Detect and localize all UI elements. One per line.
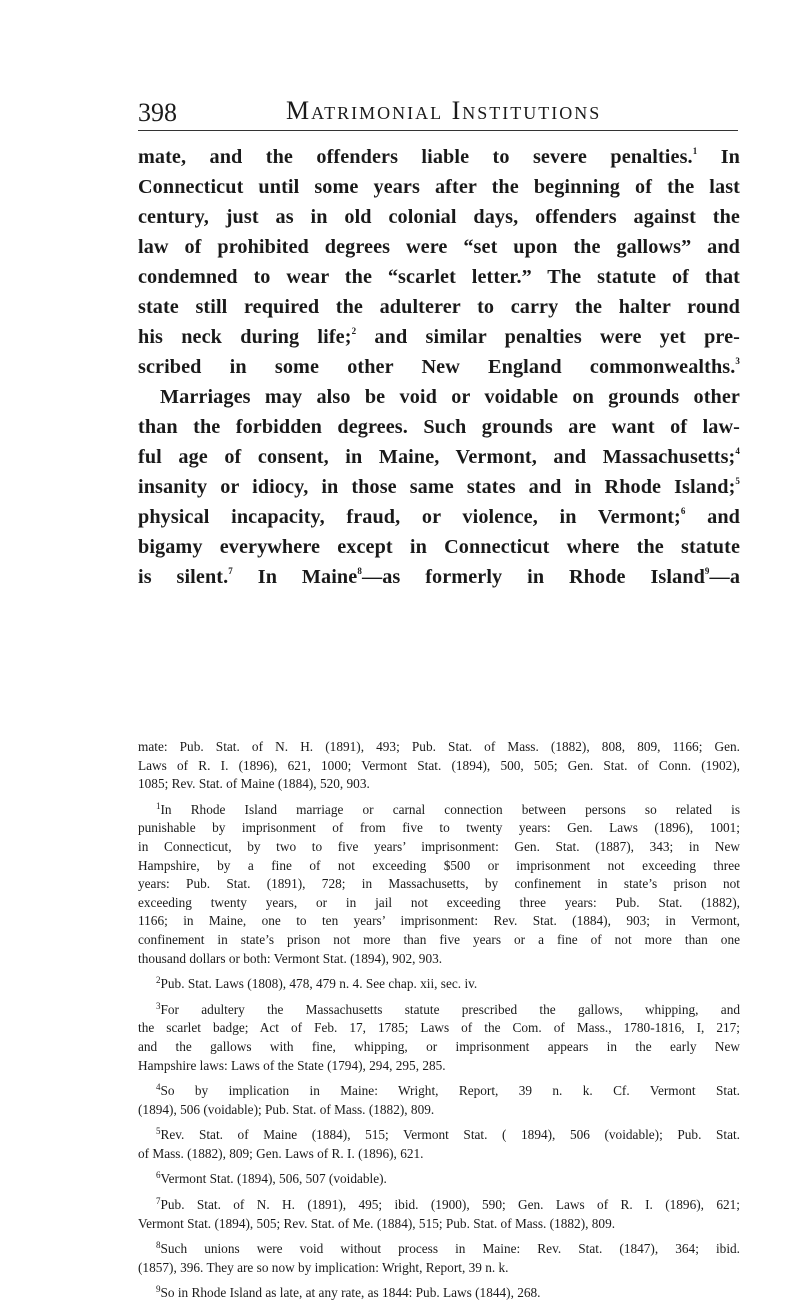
text-line: is silent.$^7$ In Maine$^8$—as formerly in Rhode Island$^9$—a: [138, 566, 741, 588]
footnote-ref: 1: [692, 146, 698, 156]
footnote-ref: 6: [680, 506, 686, 516]
main-text: [138, 142, 740, 592]
text-line: physical incapacity, fraud, or violence, in Vermont;$^6$ and: [138, 506, 740, 528]
running-title: Matrimonial Institutions: [286, 96, 602, 125]
footnote-5: $^5$Rev. Stat. of Maine (1884), 515; Vermont Stat. ( 1894), 506 (voidable); Pub. Stat. of Mass. (1882), 809; Gen. Laws of R. I. (1896), 621.: [138, 1126, 740, 1161]
footnote-ref: 5: [735, 476, 740, 486]
page-number: 398: [138, 98, 177, 127]
running-head: [138, 94, 738, 128]
footnote-9: $^9$So in Rhode Island as late, at any rate, as 1844: Pub. Laws (1844), 268.: [156, 1284, 541, 1301]
text-line: ful age of consent, in Maine, Vermont, and Massachusetts;$^4$: [138, 446, 740, 468]
text-line: bigamy everywhere except in Connecticut where the statute: [138, 536, 740, 558]
text-line: state still required the adulterer to carry the halter round: [138, 296, 740, 318]
text-line: condemned to wear the “scarlet letter.” The statute of that: [138, 266, 740, 288]
text-line: insanity or idiocy, in those same states and in Rhode Island;$^5$: [138, 476, 740, 498]
text-line: mate, and the offenders liable to severe penalties.$^1$ In: [138, 146, 740, 168]
footnote-1: $^1$In Rhode Island marriage or carnal connection between persons so related is punishable by imprisonment of from five to twenty years: Gen. Laws (1896), 1001; in Connecticut, by two to five years’ imprisonment: Gen. Stat. (1887), 343; in New Hampshire, by a fine of not exceeding $500 or imprisonment not exceeding three years: Pub. Stat. (1891), 728; in Massachusetts, by confinement in state’s prison not exceeding twenty years, or in jail not exceeding three years: Pub. Stat. (1882), 1166; in Maine, one to ten years’ imprisonment: Rev. Stat. (1884), 903; in Vermont, confinement in state’s prison not more than five years or a fine of not more than one thousand dollars or both: Vermont Stat. (1894), 902, 903.: [138, 800, 740, 966]
footnote-8: $^8$Such unions were void without process in Maine: Rev. Stat. (1847), 364; ibid. (1857), 396. They are so now by implication: Wright, Report, 39 n. k.: [138, 1240, 740, 1275]
footnote-ref: 2: [351, 326, 357, 336]
footnotes: [138, 738, 740, 1303]
footnote-3: $^3$For adultery the Massachusetts statute prescribed the gallows, whipping, and the scarlet badge; Act of Feb. 17, 1785; Laws of the Com. of Mass., 1780-1816, I, 217; and the gallows with fine, whipping, or imprisonment appears in the early New Hampshire laws: Laws of the State (1794), 294, 295, 285.: [138, 1000, 740, 1073]
text-line: than the forbidden degrees. Such grounds are want of law-: [138, 416, 740, 438]
footnote-continuation: mate: Pub. Stat. of N. H. (1891), 493; Pub. Stat. of Mass. (1882), 808, 809, 1166; Gen. Laws of R. I. (1896), 621, 1000; Vermont Stat. (1894), 500, 505; Gen. Stat. of Conn. (1902), 1085; Rev. Stat. of Maine (1884), 520, 903.: [138, 739, 740, 792]
footnote-4: $^4$So by implication in Maine: Wright, Report, 39 n. k. Cf. Vermont Stat. (1894), 506 (voidable); Pub. Stat. of Mass. (1882), 809.: [138, 1082, 740, 1117]
text-line: century, just as in old colonial days, offenders against the: [138, 206, 740, 228]
footnote-2: $^2$Pub. Stat. Laws (1808), 478, 479 n. 4. See chap. xii, sec. iv.: [156, 975, 478, 992]
footnote-ref: 8: [357, 566, 362, 576]
footnote-ref: 3: [735, 356, 740, 366]
footnote-ref: 9: [704, 566, 710, 576]
text-line: Marriages may also be void or voidable on grounds other: [160, 386, 740, 408]
footnote-7: $^7$Pub. Stat. of N. H. (1891), 495; ibid. (1900), 590; Gen. Laws of R. I. (1896), 621; Vermont Stat. (1894), 505; Rev. Stat. of Me. (1884), 515; Pub. Stat. of Mass. (1882), 809.: [138, 1196, 740, 1231]
header-rule: [138, 130, 738, 131]
text-line: law of prohibited degrees were “set upon the gallows” and: [138, 236, 740, 258]
text-line: scribed in some other New England commonwealths.$^3$: [138, 356, 740, 378]
footnote-6: $^6$Vermont Stat. (1894), 506, 507 (voidable).: [156, 1170, 387, 1187]
footnote-ref: 7: [228, 566, 233, 576]
text-line: his neck during life;$^2$ and similar penalties were yet pre-: [138, 326, 740, 348]
footnote-ref: 4: [735, 446, 740, 456]
text-line: Connecticut until some years after the beginning of the last: [138, 176, 740, 198]
